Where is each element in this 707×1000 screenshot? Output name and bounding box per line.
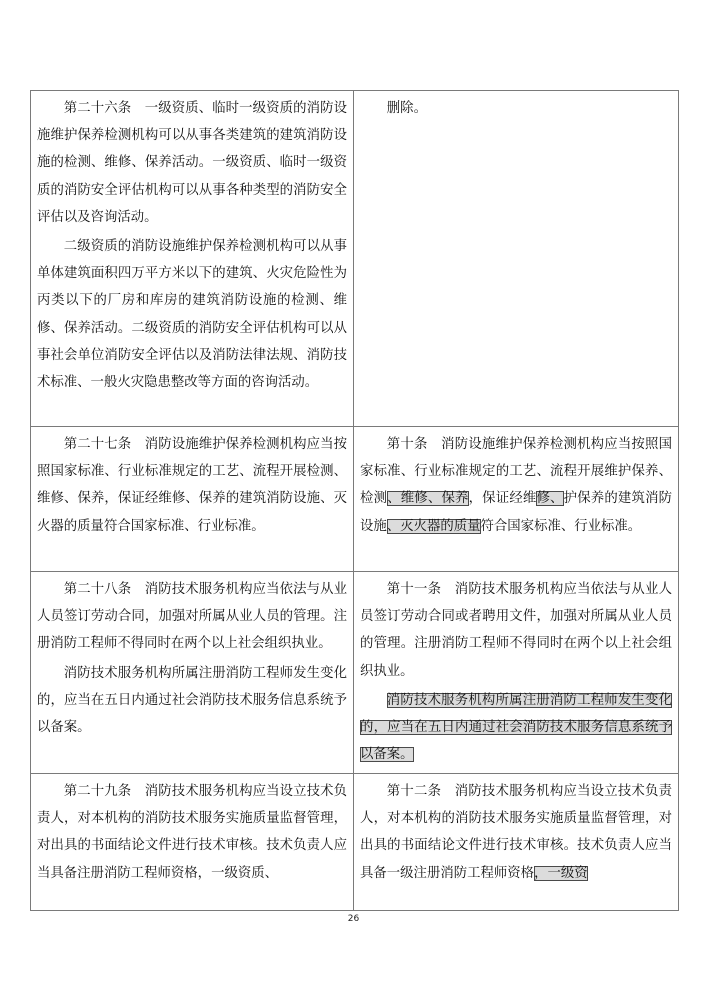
- article-paragraph: 第二十七条 消防设施维护保养检测机构应当按照国家标准、行业标准规定的工艺、流程开展检测、维修、保养，保证经维修、保养的建筑消防设施、灭火器的质量符合国家标准、行业标准。: [37, 437, 347, 534]
- highlighted-change: 、灭火器的质量: [386, 518, 481, 534]
- new-text-cell: [354, 572, 679, 774]
- article-paragraph: 第二十八条 消防技术服务机构应当依法与从业人员签订劳动合同，加强对所属从业人员的管理。注册消防工程师不得同时在两个以上社会组织执业。: [37, 582, 347, 652]
- article-paragraph: 第二十六条 一级资质、临时一级资质的消防设施维护保养检测机构可以从事各类建筑的建筑消防设施的检测、维修、保养活动。一级资质、临时一级资质的消防安全评估机构可以从事各种类型的消防安全评估以及咨询活动。: [37, 101, 347, 225]
- table-row: [31, 91, 679, 427]
- article-paragraph: 二级资质的消防设施维护保养检测机构可以从事单体建筑面积四万平方米以下的建筑、火灾危险性为丙类以下的厂房和库房的建筑消防设施的检测、维修、保养活动。二级资质的消防安全评估机构可以从事社会单位消防安全评估以及消防法律法规、消防技术标准、一般火灾隐患整改等方面的咨询活动。: [37, 239, 347, 391]
- new-text-cell: [354, 427, 679, 572]
- text-segment: 第十二条 消防技术服务机构应当设立技术负责人，对本机构的消防技术服务实施质量监督管理，对出具的书面结论文件进行技术审核。技术负责人应当具备一级注册消防工程师资格: [360, 784, 672, 881]
- article-paragraph: 消防技术服务机构所属注册消防工程师发生变化的，应当在五日内通过社会消防技术服务信息系统予以备案。: [37, 665, 347, 736]
- article-paragraph: 第二十九条 消防技术服务机构应当设立技术负责人，对本机构的消防技术服务实施质量监督管理，对出具的书面结论文件进行技术审核。技术负责人应当具备注册消防工程师资格，一级资质、: [37, 784, 347, 881]
- highlighted-change: 、维修、保养: [387, 491, 469, 507]
- new-text-cell: [354, 774, 679, 911]
- text-segment: 护保养的建筑消防设施: [360, 491, 673, 534]
- old-text-cell: [31, 91, 354, 427]
- article-paragraph: [360, 95, 672, 122]
- old-text-cell: [31, 427, 354, 572]
- page-number: 26: [347, 914, 360, 924]
- highlighted-change: 修、: [536, 491, 564, 507]
- text-segment: 删除。: [386, 101, 427, 116]
- article-paragraph: [360, 687, 672, 769]
- highlighted-change: ，一级资: [534, 865, 588, 881]
- highlighted-change: 消防技术服务机构所属注册消防工程师发生变化的，应当在五日内通过社会消防技术服务信息系统予以备案。: [360, 692, 672, 763]
- table-row: [31, 427, 679, 572]
- text-segment: ，保证经维: [468, 491, 537, 507]
- comparison-table: [30, 90, 679, 911]
- article-paragraph: [360, 431, 672, 540]
- text-segment: 第十一条 消防技术服务机构应当依法与从业人员签订劳动合同或者聘用文件，加强对所属从业人员的管理。注册消防工程师不得同时在两个以上社会组织执业。: [360, 582, 672, 679]
- article-paragraph: [360, 778, 672, 887]
- text-segment: 符合国家标准、行业标准。: [480, 518, 642, 534]
- table-row: [31, 572, 679, 774]
- new-text-cell: [354, 91, 679, 427]
- old-text-cell: [31, 572, 354, 774]
- old-text-cell: [31, 774, 354, 911]
- text-segment: 第十条 消防设施维护保养检测机构应当按照国家标准、行业标准规定的工艺、流程开展维护保养、检测: [360, 437, 672, 507]
- table-row: [31, 774, 679, 911]
- article-paragraph: [360, 576, 672, 685]
